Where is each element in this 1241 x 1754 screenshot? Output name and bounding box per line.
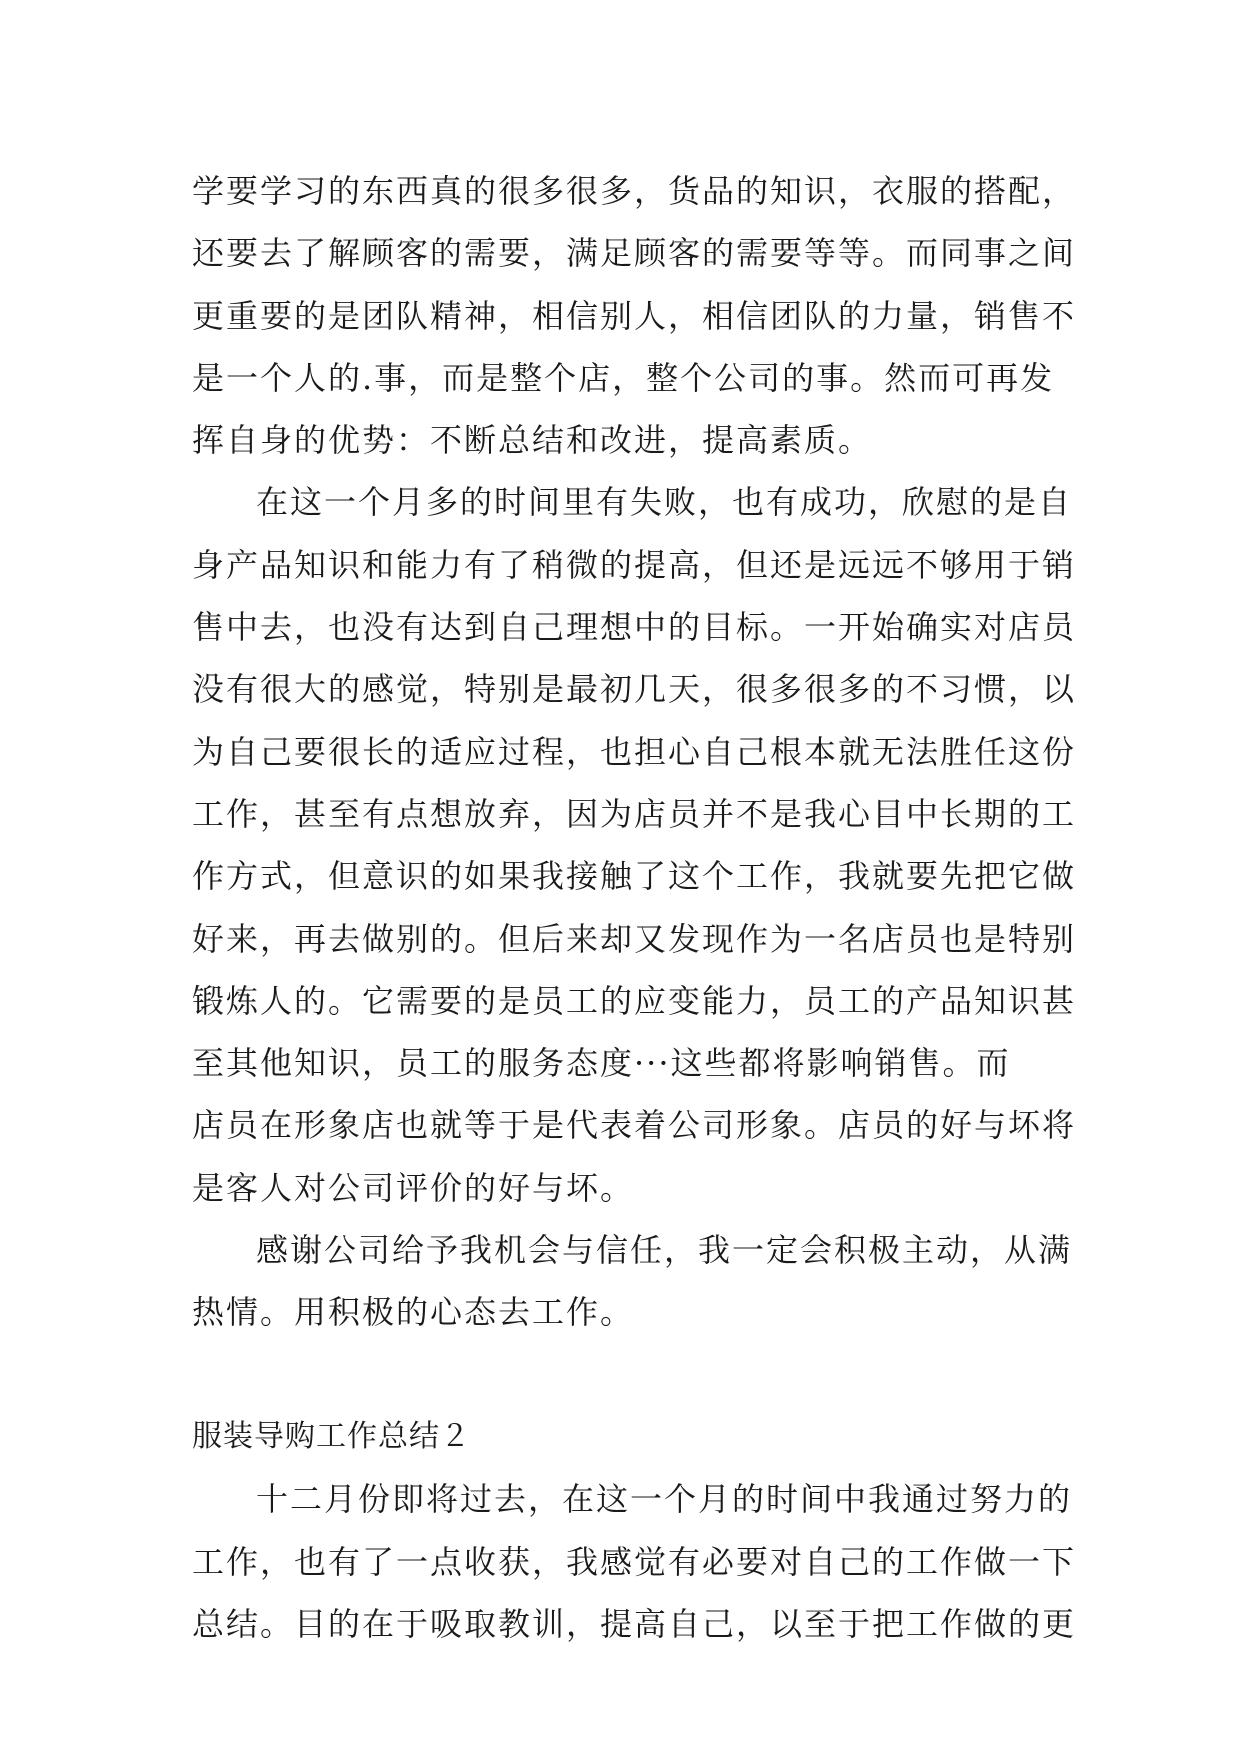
text-line: 为自己要很长的适应过程，也担心自己根本就无法胜任这份: [192, 732, 1077, 771]
text-line: 没有很大的感觉，特别是最初几天，很多很多的不习惯，以: [192, 670, 1077, 709]
text-line: 是客人对公司评价的好与坏。: [192, 1168, 635, 1207]
section-heading: 服装导购工作总结２: [192, 1418, 471, 1454]
paragraph-3: [192, 1219, 1073, 1344]
paragraph-4: [192, 1468, 1077, 1655]
text-line: 十二月份即将过去，在这一个月的时间中我通过努力的: [256, 1480, 1073, 1519]
text-line: 学要学习的东西真的很多很多，货品的知识，衣服的搭配，: [192, 172, 1077, 210]
blank-line: [192, 1344, 1052, 1406]
text-line: 身产品知识和能力有了稍微的提高，但还是远远不够用于销: [192, 545, 1077, 584]
text-line: 作方式，但意识的如果我接触了这个工作，我就要先把它做: [192, 857, 1077, 896]
paragraph-1: [192, 160, 1077, 471]
text-line: 热情。用积极的心态去工作。: [192, 1293, 635, 1332]
document-body: [192, 160, 1077, 1655]
text-line: 挥自身的优势：不断总结和改进，提高素质。: [192, 421, 873, 460]
text-line: 锻炼人的。它需要的是员工的应变能力，员工的产品知识甚: [192, 981, 1077, 1020]
text-line: 更重要的是团队精神，相信别人，相信团队的力量，销售不: [192, 296, 1077, 335]
text-line: 感谢公司给予我机会与信任，我一定会积极主动，从满: [256, 1231, 1073, 1270]
text-line: 售中去，也没有达到自己理想中的目标。一开始确实对店员: [192, 608, 1077, 647]
text-line: 至其他知识，员工的服务态度···这些都将影响销售。而: [192, 1044, 1011, 1083]
text-line: 在这一个月多的时间里有失败，也有成功，欣慰的是自: [256, 483, 1073, 522]
text-line: 是一个人的.事，而是整个店，整个公司的事。然而可再发: [192, 358, 1055, 397]
text-line: 店员在形象店也就等于是代表着公司形象。店员的好与坏将: [192, 1106, 1077, 1145]
text-line: 好来，再去做别的。但后来却又发现作为一名店员也是特别: [192, 919, 1077, 958]
text-line: 工作，也有了一点收获，我感觉有必要对自己的工作做一下: [192, 1542, 1077, 1581]
text-line: 工作，甚至有点想放弃，因为店员并不是我心目中长期的工: [192, 794, 1077, 833]
paragraph-2: [192, 471, 1077, 1219]
text-line: 总结。目的在于吸取教训，提高自己，以至于把工作做的更: [192, 1604, 1077, 1643]
text-line: 还要去了解顾客的需要，满足顾客的需要等等。而同事之间: [192, 234, 1077, 273]
